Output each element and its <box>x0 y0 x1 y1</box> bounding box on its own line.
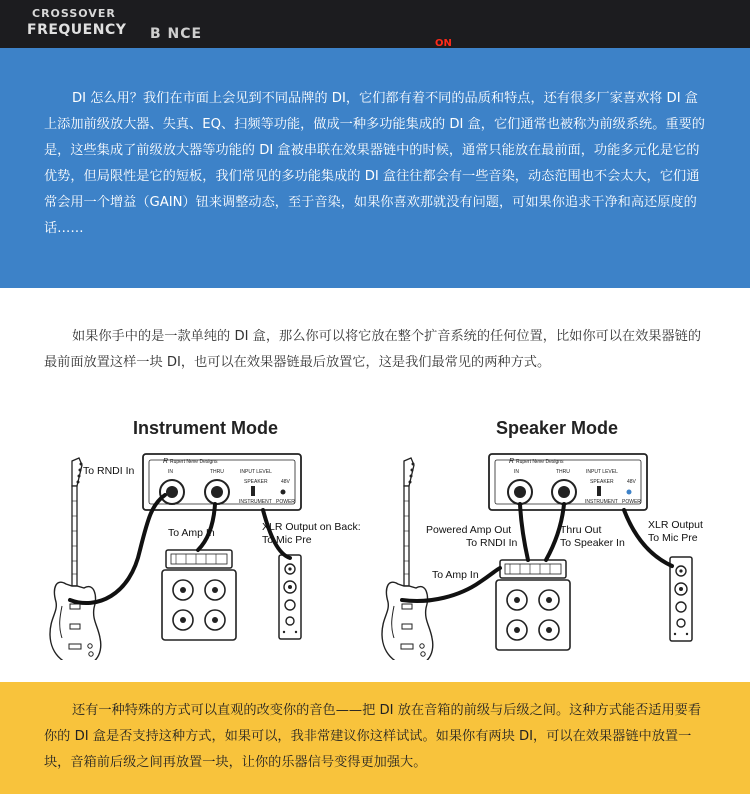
to-rndi-in-label: To RNDI In <box>83 465 135 477</box>
power-led-speaker-icon <box>627 490 632 495</box>
level-switch-speaker-icon <box>597 486 601 496</box>
powered-amp-out-label: Powered Amp Out <box>426 524 512 536</box>
di-speaker-speaker-label: SPEAKER <box>590 479 614 485</box>
bottom-paragraph: 还有一种特殊的方式可以直观的改变你的音色——把 DI 放在音箱的前级与后级之间。这种方式能否适用要看你的 DI 盒是否支持这种方式，如果可以，我非常建议你这样试试。如果你有两块 DI，可以在效果器链中放置一块，音箱前后级之间再放置一块，让你的乐器信号变得更加强大。 <box>44 703 702 770</box>
mic-preamp-speaker-icon <box>670 557 692 641</box>
to-speaker-in-label: To Speaker In <box>560 537 625 549</box>
thru-out-label: Thru Out <box>560 524 602 536</box>
to-rndi-in-label-2: To RNDI In <box>466 537 518 549</box>
di-instrument-label: INSTRUMENT <box>239 499 272 505</box>
amp-instrument-icon <box>162 550 236 640</box>
di-in-label: IN <box>168 469 173 475</box>
di-thru-speaker-label: THRU <box>556 469 570 475</box>
di-in-speaker-label: IN <box>514 469 519 475</box>
di-thru-label: THRU <box>210 469 224 475</box>
hero-on-label: ON <box>435 38 452 48</box>
hero-balance-label: B NCE <box>150 26 203 42</box>
hero-frequency-label: FREQUENCY <box>27 22 127 38</box>
intro-paragraph: DI 怎么用？我们在市面上会见到不同品牌的 DI，它们都有着不同的品质和特点，还有很多厂家喜欢将 DI 盒上添加前级放大器、失真、EQ、扫频等功能，做成一种多功能集成的 DI 盒，它们通常也被称为前级系统。重要的是，这些集成了前级放大器等功能的 DI 盒被串联在效果器链中的时候，通常只能放在最前面，功能多元化是它的优势，但局限性是它的短板，我们常见的多功能集成的 DI 盒往往都会有一些音染，动态范围也不会太大，它们通常会用一个增益（GAIN）钮来调整动态，至于音染，如果你喜欢那就没有问题，可如果你追求干净和高还原度的话…… <box>44 91 705 236</box>
to-amp-in-label-1: To Amp In <box>168 527 215 539</box>
bottom-band <box>0 682 750 794</box>
di-48v-speaker-label: 48V <box>627 479 636 485</box>
amp-speaker-icon <box>496 560 570 650</box>
cable-amp-to-di <box>520 504 528 560</box>
power-led-icon <box>281 490 286 495</box>
di-instrument-speaker-label: INSTRUMENT <box>585 499 618 505</box>
xlr-output-label: XLR Output <box>648 519 703 531</box>
instrument-mode-title: Instrument Mode <box>133 418 279 438</box>
cable-guitar-to-di <box>70 495 165 603</box>
di-power-speaker-label: POWER <box>622 499 641 505</box>
di-brand-label: Rupert Neve Designs <box>170 459 218 465</box>
di-power-label: POWER <box>276 499 295 505</box>
di-box-speaker <box>489 454 647 510</box>
di-48v-label: 48V <box>281 479 290 485</box>
di-connection-diagram <box>0 400 750 660</box>
bass-guitar-speaker-icon <box>382 458 433 660</box>
speaker-mode-group <box>382 418 703 660</box>
hero-image <box>0 0 750 48</box>
di-speaker-label: SPEAKER <box>244 479 268 485</box>
di-input-level-label: INPUT LEVEL <box>240 469 272 475</box>
to-mic-pre-label-1: To Mic Pre <box>262 534 312 546</box>
middle-paragraph: 如果你手中的是一款单纯的 DI 盒，那么你可以将它放在整个扩音系统的任何位置，比如你可以在效果器链的最前面放置这样一块 DI，也可以在效果器链最后放置它，这是我们最常见的两种方式。 <box>44 329 702 370</box>
instrument-mode-group <box>50 418 361 660</box>
speaker-mode-title: Speaker Mode <box>496 418 619 438</box>
level-switch-icon <box>251 486 255 496</box>
to-amp-in-label-2: To Amp In <box>432 569 479 581</box>
mic-preamp-instrument-icon <box>279 555 301 639</box>
di-input-level-speaker-label: INPUT LEVEL <box>586 469 618 475</box>
bass-guitar-icon <box>50 458 101 660</box>
rnd-logo-icon: R <box>163 458 169 465</box>
intro-band <box>0 48 750 288</box>
xlr-output-back-label: XLR Output on Back: <box>262 521 361 533</box>
to-mic-pre-label-2: To Mic Pre <box>648 532 698 544</box>
hero-crossover-label: CROSSOVER <box>32 7 116 20</box>
di-box-instrument <box>143 454 301 510</box>
rnd-logo-speaker-icon: R <box>509 458 515 465</box>
di-brand-speaker-label: Rupert Neve Designs <box>516 459 564 465</box>
